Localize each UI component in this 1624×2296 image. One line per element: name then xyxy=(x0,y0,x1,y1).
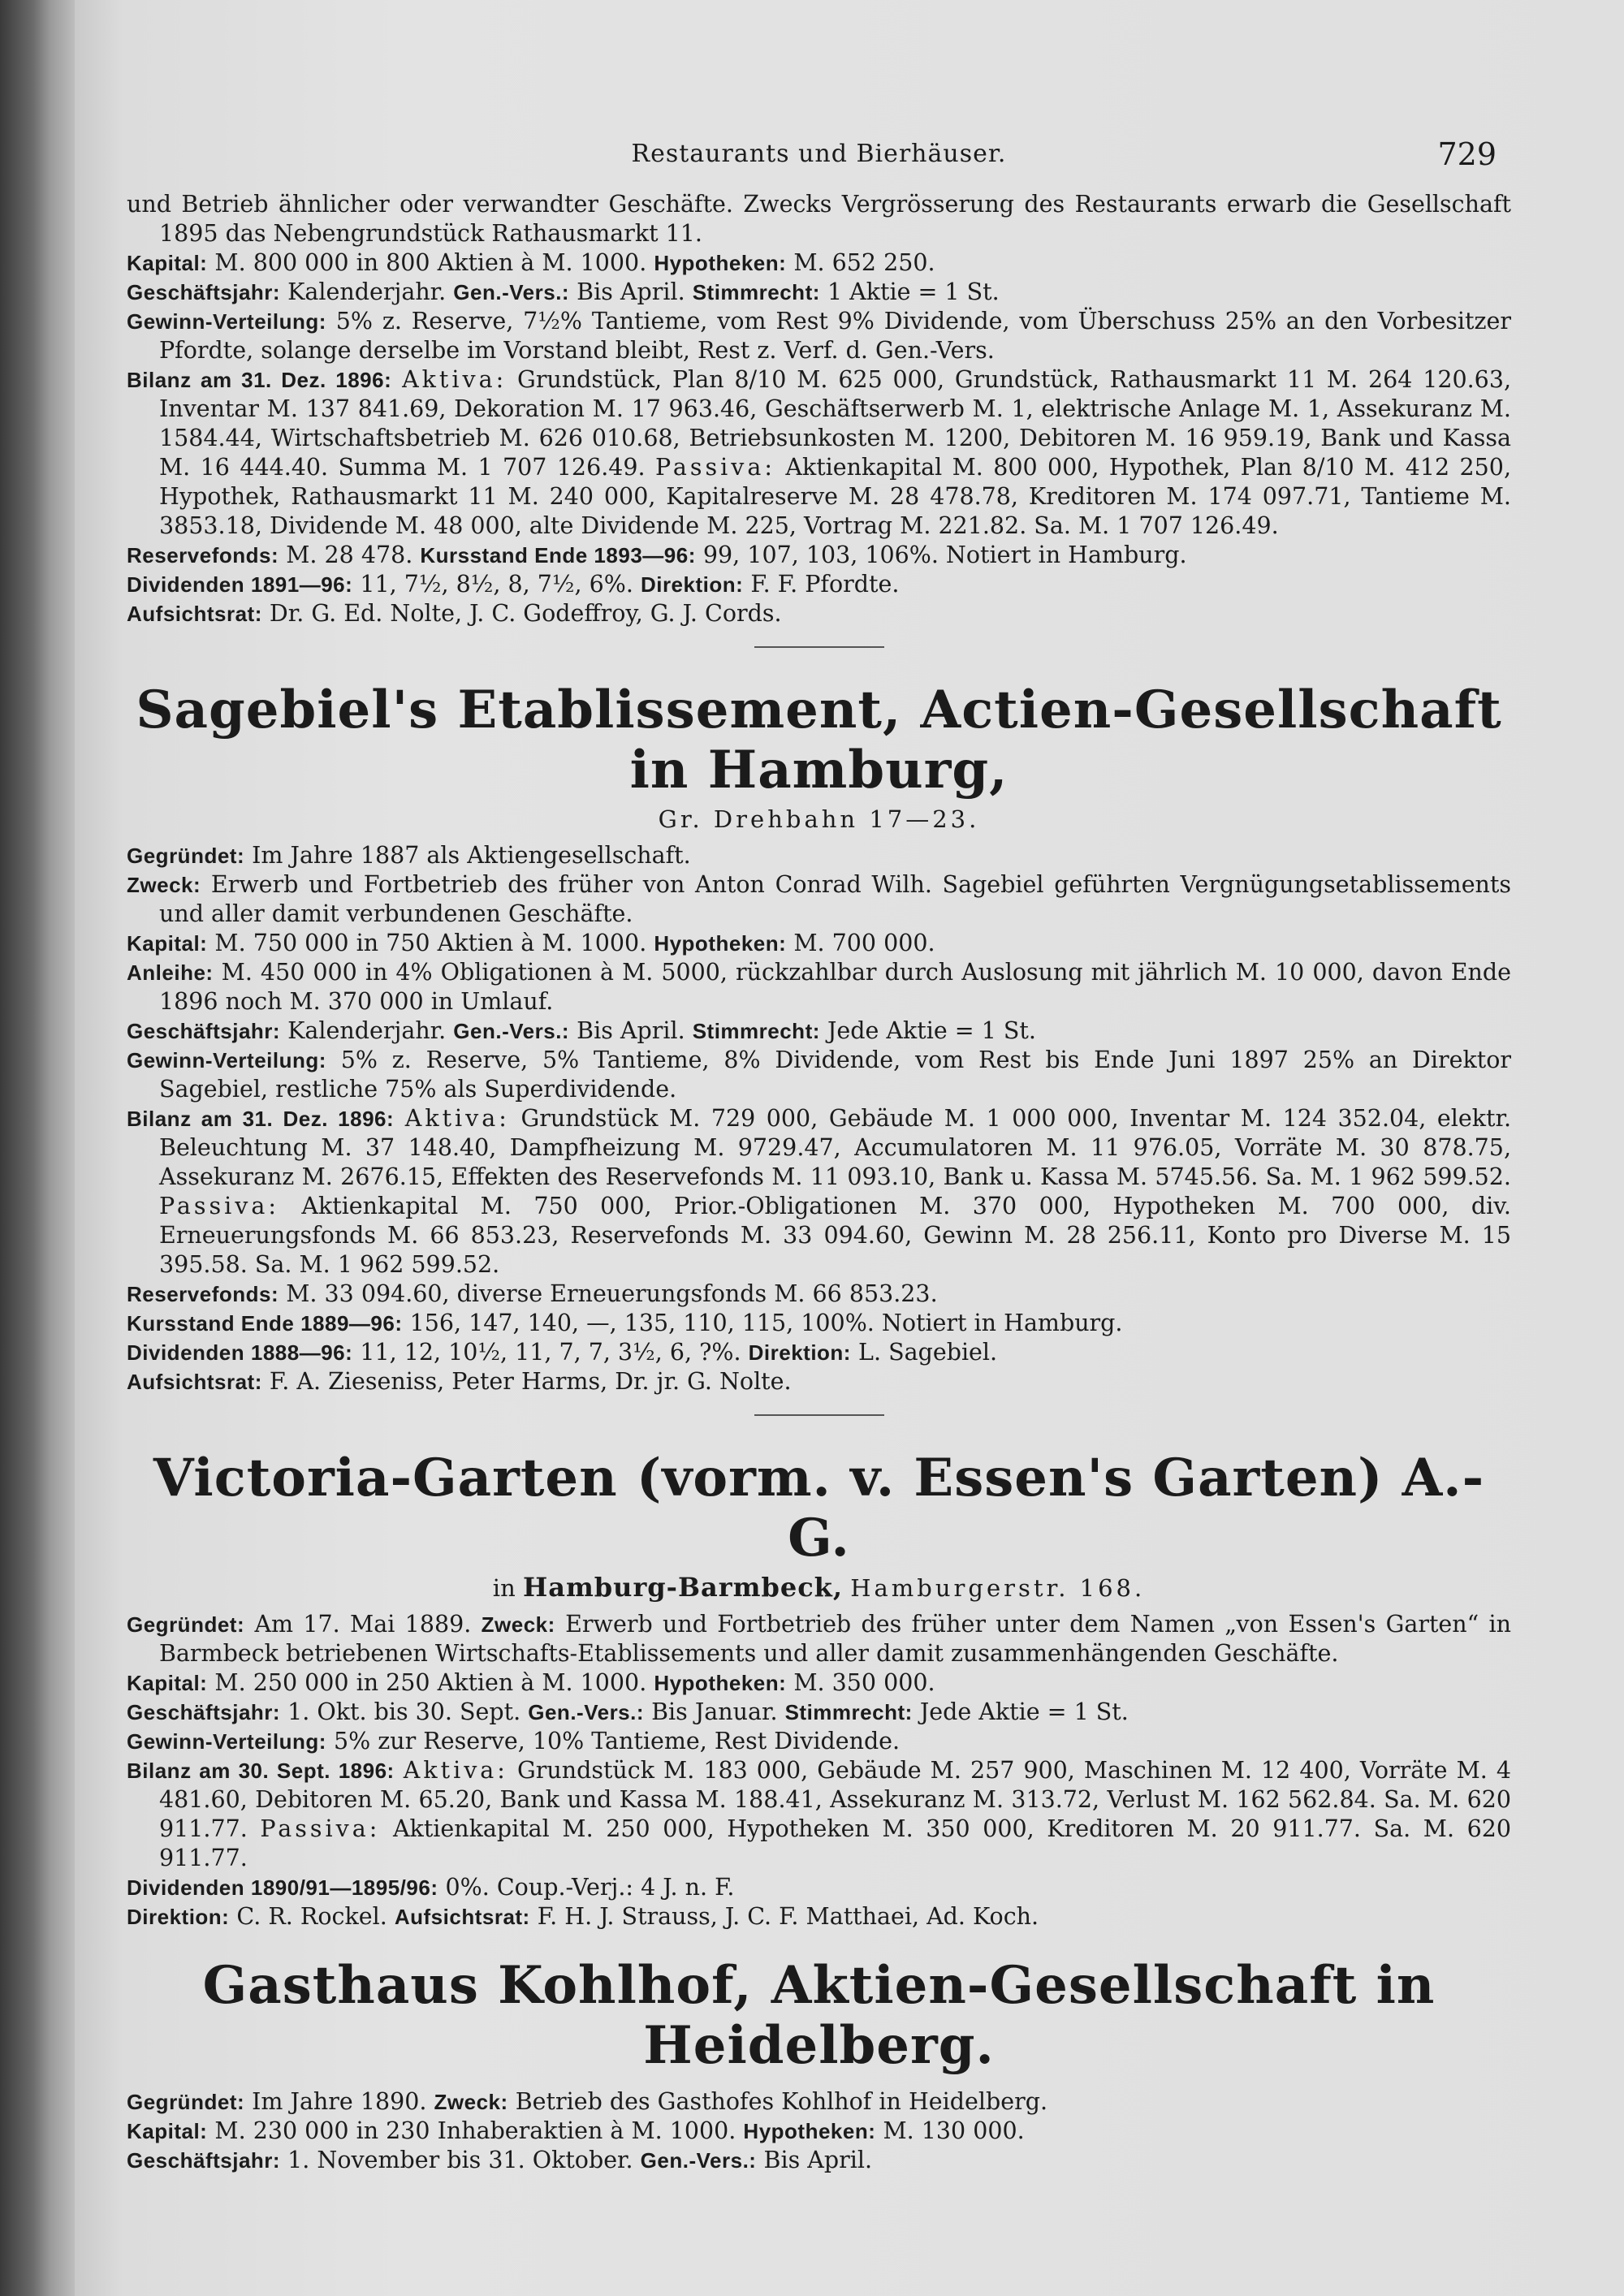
field-value: M. 350 000. xyxy=(793,1669,935,1696)
field-label: Stimmrecht: xyxy=(784,1700,913,1724)
entry-line xyxy=(127,190,1511,248)
field-label: Kapital: xyxy=(127,251,208,275)
page-content xyxy=(127,122,1511,2175)
field-value: F. H. J. Strauss, J. C. F. Matthaei, Ad. Koch. xyxy=(537,1903,1039,1930)
section-divider xyxy=(754,1414,884,1416)
field-value: 5% z. Reserve, 7½% Tantieme, vom Rest 9% Dividende, vom Überschuss 25% an den Vorbesitzer Pfordte, solange derselbe im Vorstand bleibt, Rest z. Verf. d. Gen.-Vers. xyxy=(159,308,1512,364)
address-text: Gr. Drehbahn 17—23. xyxy=(658,805,980,833)
field-value: 11, 7½, 8½, 8, 7½, 6%. xyxy=(360,571,633,598)
field-label: Hypotheken: xyxy=(743,2119,876,2143)
field-value: Aktienkapital M. 800 000, Hypothek, Plan 8/10 M. 412 250, Hypothek, Rathausmarkt 11 M. 240 000, Kapitalreserve M. 28 478.78, Kreditoren M. 174 097.71, Tantieme M. 3853.18, Dividende M. 48 000, alte Dividende M. 225, Vortrag M. 221.82. Sa. M. 1 707 126.49. xyxy=(159,454,1511,539)
city-prefix: in xyxy=(492,1574,516,1602)
field-value: Aktienkapital M. 250 000, Hypotheken M. 350 000, Kreditoren M. 20 911.77. Sa. M. 620 911.77. xyxy=(159,1815,1512,1871)
field-value: M. 652 250. xyxy=(793,249,935,276)
company-title-sagebiel: Sagebiel's Etablissement, Actien-Gesellschaft in Hamburg, xyxy=(136,680,1502,801)
entry-line xyxy=(127,365,1511,541)
field-label: Gewinn-Verteilung: xyxy=(127,309,326,334)
field-value: Bis April. xyxy=(577,278,685,305)
field-label: Gen.-Vers.: xyxy=(453,280,570,304)
entry-line xyxy=(127,1902,1511,1931)
company-address-victoria-garten xyxy=(127,1572,1511,1603)
field-value: 5% z. Reserve, 5% Tantieme, 8% Dividende, vom Rest bis Ende Juni 1897 25% an Direktor Sagebiel, restliche 75% als Superdividende. xyxy=(159,1047,1511,1103)
field-label: Dividenden 1888—96: xyxy=(127,1340,353,1365)
entry-line xyxy=(127,2117,1511,2146)
field-label: Kapital: xyxy=(127,2119,208,2143)
field-label: Geschäftsjahr: xyxy=(127,1700,281,1724)
field-label: Kursstand Ende 1889—96: xyxy=(127,1311,403,1336)
field-value: M. 130 000. xyxy=(883,2117,1025,2144)
entry-line xyxy=(127,1756,1511,1873)
field-value: M. 450 000 in 4% Obligationen à M. 5000, rückzahlbar durch Auslosung mit jährlich M. 10 000, davon Ende 1896 noch M. 370 000 in Umlauf. xyxy=(159,959,1511,1015)
entry-line xyxy=(127,1873,1511,1902)
field-value: 156, 147, 140, —, 135, 110, 115, 100%. Notiert in Hamburg. xyxy=(409,1310,1123,1336)
field-label: Direktion: xyxy=(748,1340,851,1365)
field-value: Dr. G. Ed. Nolte, J. C. Godeffroy, G. J. Cords. xyxy=(269,600,782,627)
field-value: Bis April. xyxy=(577,1017,685,1044)
spaced-label: Aktiva: xyxy=(402,366,508,393)
field-value: L. Sagebiel. xyxy=(858,1339,998,1366)
field-label: Gegründet: xyxy=(127,1612,245,1637)
field-label: Hypotheken: xyxy=(654,251,787,275)
field-value: Bis April. xyxy=(763,2147,872,2173)
entry-victoria-garten xyxy=(127,1610,1511,1931)
field-label: Kapital: xyxy=(127,931,208,956)
field-label: Reservefonds: xyxy=(127,543,279,568)
field-label: Gegründet: xyxy=(127,844,245,868)
field-value: M. 700 000. xyxy=(793,930,935,956)
company-address-sagebiel xyxy=(127,804,1511,835)
field-label: Hypotheken: xyxy=(654,1671,787,1695)
field-label: Bilanz am 31. Dez. 1896: xyxy=(127,1107,395,1131)
city-name: Hamburg-Barmbeck, xyxy=(522,1572,843,1603)
field-value: und Betrieb ähnlicher oder verwandter Geschäfte. Zwecks Vergrösserung des Restaurants erwarb die Gesellschaft 1895 das Nebengrundstück Rathausmarkt 11. xyxy=(127,191,1511,247)
field-value: Grundstück, Plan 8/10 M. 625 000, Grundstück, Rathausmarkt 11 M. 264 120.63, Inventar M. 137 841.69, Dekoration M. 17 963.46, Geschäftserwerb M. 1, elektrische Anlage M. 1, Assekuranz M. 1584.44, Wirtschaftsbetrieb M. 626 010.68, Betriebsunkosten M. 1200, Debitoren M. 16 959.19, Bank und Kassa M. 16 444.40. Summa M. 1 707 126.49. xyxy=(159,366,1512,481)
entry-line xyxy=(127,1610,1511,1668)
field-label: Gegründet: xyxy=(127,2090,245,2114)
field-value: M. 33 094.60, diverse Erneuerungsfonds M. 66 853.23. xyxy=(286,1280,938,1307)
field-value: 11, 12, 10½, 11, 7, 7, 3½, 6, ?%. xyxy=(360,1339,741,1366)
spaced-label: Aktiva: xyxy=(404,1105,510,1132)
entry-line xyxy=(127,599,1511,628)
section-divider xyxy=(754,646,884,648)
field-value: 5% zur Reserve, 10% Tantieme, Rest Dividende. xyxy=(333,1728,901,1754)
field-value: Erwerb und Fortbetrieb des früher unter dem Namen „von Essen's Garten“ in Barmbeck betriebenen Wirtschafts-Etablissements und aller damit zusammenhängenden Geschäfte. xyxy=(159,1611,1511,1667)
field-value: C. R. Rockel. xyxy=(236,1903,387,1930)
field-value: F. F. Pfordte. xyxy=(750,571,900,598)
field-label: Anleihe: xyxy=(127,960,214,985)
field-label: Zweck: xyxy=(481,1612,555,1637)
entry-continued xyxy=(127,190,1511,628)
field-label: Hypotheken: xyxy=(654,931,787,956)
spaced-label: Aktiva: xyxy=(403,1757,508,1784)
field-label: Geschäftsjahr: xyxy=(127,280,281,304)
field-label: Dividenden 1890/91—1895/96: xyxy=(127,1875,438,1900)
field-label: Reservefonds: xyxy=(127,1282,279,1306)
field-value: F. A. Zieseniss, Peter Harms, Dr. jr. G. Nolte. xyxy=(269,1368,792,1395)
field-label: Zweck: xyxy=(127,873,201,897)
spaced-label: Passiva: xyxy=(655,454,775,481)
field-label: Geschäftsjahr: xyxy=(127,2148,281,2173)
field-label: Direktion: xyxy=(640,572,744,597)
entry-line xyxy=(127,1367,1511,1396)
entry-line xyxy=(127,1727,1511,1756)
field-label: Gen.-Vers.: xyxy=(453,1019,570,1043)
field-value: Bis Januar. xyxy=(651,1698,778,1725)
field-label: Geschäftsjahr: xyxy=(127,1019,281,1043)
running-title: Restaurants und Bierhäuser. xyxy=(631,140,1007,168)
field-value: Grundstück M. 729 000, Gebäude M. 1 000 000, Inventar M. 124 352.04, elektr. Beleuchtung M. 37 148.40, Dampfheizung M. 9729.47, Accumulatoren M. 11 976.05, Vorräte M. 30 878.75, Assekuranz M. 2676.15, Effekten des Reservefonds M. 11 093.10, Bank u. Kassa M. 5745.56. Sa. M. 1 962 599.52. xyxy=(159,1105,1512,1190)
field-label: Gewinn-Verteilung: xyxy=(127,1729,326,1754)
address-text: Hamburgerstr. 168. xyxy=(850,1574,1146,1602)
field-label: Direktion: xyxy=(127,1905,230,1929)
entry-line xyxy=(127,870,1511,929)
field-value: M. 750 000 in 750 Aktien à M. 1000. xyxy=(214,930,647,956)
entry-line xyxy=(127,570,1511,599)
entry-line xyxy=(127,2087,1511,2117)
field-value: 1 Aktie = 1 St. xyxy=(827,278,1000,305)
field-value: M. 250 000 in 250 Aktien à M. 1000. xyxy=(214,1669,647,1696)
field-value: Kalenderjahr. xyxy=(287,278,447,305)
entry-line xyxy=(127,1280,1511,1309)
entry-line xyxy=(127,958,1511,1016)
field-value: 1. November bis 31. Oktober. xyxy=(287,2147,633,2173)
page-number: 729 xyxy=(1437,136,1497,172)
entry-line xyxy=(127,841,1511,870)
field-value: Im Jahre 1887 als Aktiengesellschaft. xyxy=(252,842,691,869)
field-value: Am 17. Mai 1889. xyxy=(254,1611,472,1638)
book-page xyxy=(75,0,1624,2296)
field-value: M. 800 000 in 800 Aktien à M. 1000. xyxy=(214,249,647,276)
field-label: Stimmrecht: xyxy=(692,1019,820,1043)
entry-line xyxy=(127,929,1511,958)
field-label: Aufsichtsrat: xyxy=(127,1370,262,1394)
field-value: Im Jahre 1890. xyxy=(252,2088,427,2115)
spaced-label: Passiva: xyxy=(260,1815,381,1842)
entry-gasthaus-kohlhof xyxy=(127,2087,1511,2175)
entry-line xyxy=(127,2146,1511,2175)
entry-line xyxy=(127,1338,1511,1367)
field-label: Kapital: xyxy=(127,1671,208,1695)
field-label: Aufsichtsrat: xyxy=(127,602,262,626)
entry-sagebiel xyxy=(127,841,1511,1396)
field-value: Aktienkapital M. 750 000, Prior.-Obligationen M. 370 000, Hypotheken M. 700 000, div. Erneuerungsfonds M. 66 853.23, Reservefonds M. 33 094.60, Gewinn M. 28 256.11, Konto pro Diverse M. 15 395.58. Sa. M. 1 962 599.52. xyxy=(159,1193,1511,1278)
field-value: Jede Aktie = 1 St. xyxy=(919,1698,1129,1725)
field-value: 99, 107, 103, 106%. Notiert in Hamburg. xyxy=(702,542,1187,568)
field-label: Gen.-Vers.: xyxy=(640,2148,757,2173)
field-value: 0%. Coup.-Verj.: 4 J. n. F. xyxy=(445,1874,735,1901)
field-value: M. 28 478. xyxy=(286,542,413,568)
entry-line xyxy=(127,1046,1511,1104)
entry-line xyxy=(127,1016,1511,1046)
book-binding-edge xyxy=(0,0,75,2296)
field-value: 1. Okt. bis 30. Sept. xyxy=(287,1698,521,1725)
field-label: Gen.-Vers.: xyxy=(528,1700,645,1724)
field-value: M. 230 000 in 230 Inhaberaktien à M. 1000. xyxy=(214,2117,736,2144)
field-label: Stimmrecht: xyxy=(692,280,820,304)
entry-line xyxy=(127,307,1511,365)
field-value: Betrieb des Gasthofes Kohlhof in Heidelberg. xyxy=(515,2088,1048,2115)
entry-line xyxy=(127,1309,1511,1338)
entry-line xyxy=(127,541,1511,570)
field-label: Bilanz am 30. Sept. 1896: xyxy=(127,1759,395,1783)
field-label: Kursstand Ende 1893—96: xyxy=(420,543,696,568)
page-header xyxy=(127,122,1511,179)
entry-line xyxy=(127,1104,1511,1280)
field-label: Bilanz am 31. Dez. 1896: xyxy=(127,368,392,392)
entry-line xyxy=(127,278,1511,307)
field-value: Kalenderjahr. xyxy=(287,1017,447,1044)
field-label: Dividenden 1891—96: xyxy=(127,572,353,597)
spaced-label: Passiva: xyxy=(159,1193,279,1219)
field-label: Aufsichtsrat: xyxy=(394,1905,530,1929)
field-value: Erwerb und Fortbetrieb des früher von Anton Conrad Wilh. Sagebiel geführten Vergnügungsetablissements und aller damit verbundenen Geschäfte. xyxy=(159,871,1511,927)
entry-line xyxy=(127,1698,1511,1727)
company-title-victoria-garten: Victoria-Garten (vorm. v. Essen's Garten) A.-G. xyxy=(153,1448,1485,1569)
entry-line xyxy=(127,1668,1511,1698)
field-label: Gewinn-Verteilung: xyxy=(127,1048,326,1072)
entry-line xyxy=(127,248,1511,278)
field-value: Jede Aktie = 1 St. xyxy=(827,1017,1036,1044)
field-label: Zweck: xyxy=(434,2090,508,2114)
field-value: Grundstück M. 183 000, Gebäude M. 257 900, Maschinen M. 12 400, Vorräte M. 4 481.60, Debitoren M. 65.20, Bank und Kassa M. 188.41, Assekuranz M. 313.72, Verlust M. 162 562.84. Sa. M. 620 911.77. xyxy=(159,1757,1512,1842)
company-title-gasthaus-kohlhof: Gasthaus Kohlhof, Aktien-Gesellschaft in Heidelberg. xyxy=(202,1955,1436,2076)
